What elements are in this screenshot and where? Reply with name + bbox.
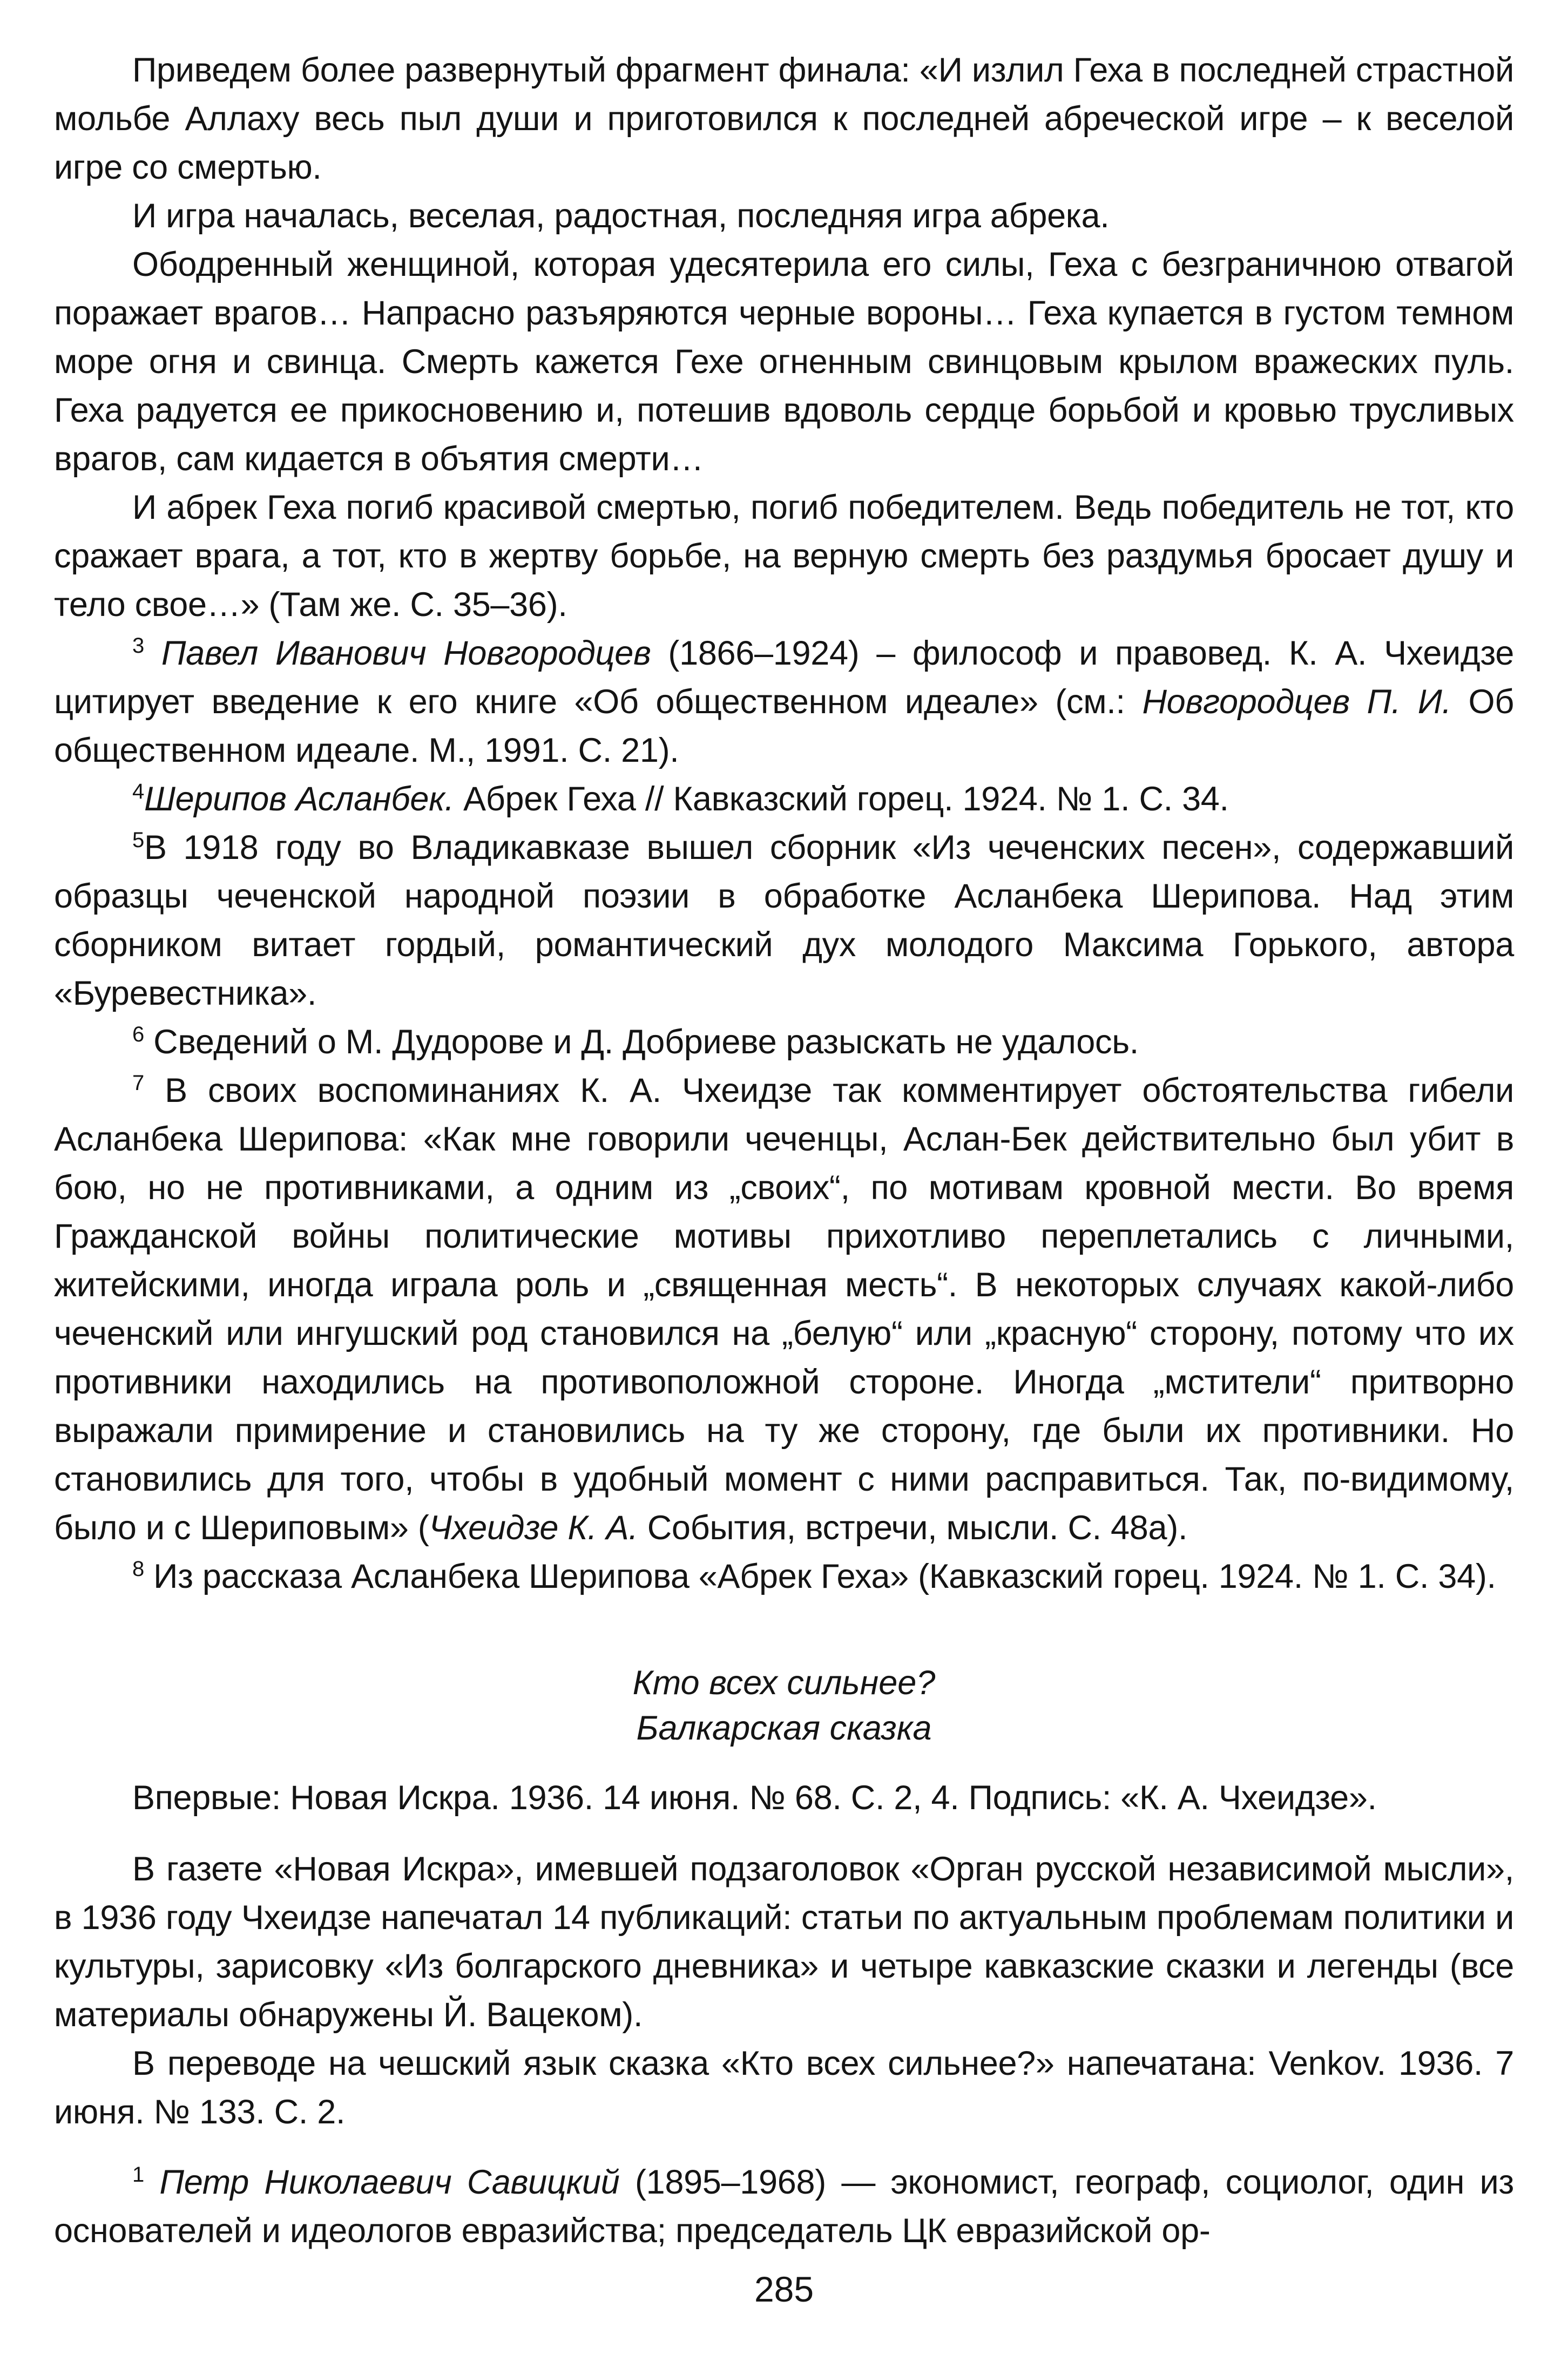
footnote-number: 3: [132, 634, 144, 658]
footnote-author-name: Петр Николаевич Савицкий: [159, 2163, 620, 2201]
footnote-citation-author: Новгородцев П. И.: [1142, 683, 1451, 721]
footnote-1: [54, 2158, 1514, 2255]
paragraph-quote-2: И игра началась, веселая, радостная, последняя игра абрека.: [132, 197, 1110, 235]
footnote-3: [54, 629, 1514, 775]
footnote-number: 1: [132, 2163, 144, 2187]
footnote-text: В 1918 году во Владикавказе вышел сборник «Из чеченских песен», содержавший образцы чеченской народной поэзии в обработке Асланбека Шерипова. Над этим сборником витает гордый, романтический дух молодого Максима Горького, автора «Буревестника».: [54, 829, 1514, 1012]
footnote-author-name: Павел Иванович Новгородцев: [161, 634, 651, 672]
footnote-text: События, встречи, мысли. С. 48а).: [638, 1509, 1188, 1547]
footnote-text: Сведений о М. Дудорове и Д. Добриеве разыскать не удалось.: [144, 1023, 1139, 1061]
paragraph-quote-3: Ободренный женщиной, которая удесятерила его силы, Геха с безграничною отвагой поражает врагов… Напрасно разъяряются черные вороны… Геха купается в густом темном море огня и свинца. Смерть кажется Гехе огненным свинцовым крылом вражеских пуль. Геха радуется ее прикосновению и, потешив вдоволь сердце борьбой и кровью трусливых врагов, сам кидается в объятия смерти…: [54, 246, 1514, 478]
footnote-7: [54, 1066, 1514, 1552]
footnote-4: [54, 775, 1514, 823]
section-subtitle: Балкарская сказка: [636, 1709, 932, 1747]
page-body: [54, 46, 1514, 2255]
footnote-author-name: Шерипов Асланбек.: [144, 780, 454, 818]
footnote-6: [54, 1018, 1514, 1066]
paragraph-commentary-2: В переводе на чешский язык сказка «Кто всех сильнее?» напечатана: Venkov. 1936. 7 июня. № 133. С. 2.: [54, 2045, 1514, 2131]
footnote-text: Из рассказа Асланбека Шерипова «Абрек Геха» (Кавказский горец. 1924. № 1. С. 34).: [144, 1558, 1496, 1595]
footnote-number: 7: [132, 1071, 144, 1095]
footnote-text: В своих воспоминаниях К. А. Чхеидзе так комментирует обстоятельства гибели Асланбека Шерипова: «Как мне говорили чеченцы, Аслан-Бек действительно был убит в бою, но не противниками, а одним из „своих“, по мотивам кровной мести. Во время Гражданской войны политические мотивы прихотливо переплетались с личными, житейскими, иногда играла роль и „священная месть“. В некоторых случаях какой-либо чеченский или ингушский род становился на „белую“ или „красную“ сторону, потому что их противники находились на противоположной стороне. Иногда „мстители“ притворно выражали примирение и становились на ту же сторону, где были их противники. Но становились для того, чтобы в удобный момент с ними расправиться. Так, по-видимому, было и с Шериповым» (: [54, 1072, 1514, 1547]
footnote-text: (1866–1924) – философ и правовед. К. А. Чхеидзе цитирует введение к его книге «Об общественном идеале» (см.:: [54, 634, 1514, 721]
paragraph-commentary-1: В газете «Новая Искра», имевшей подзаголовок «Орган русской независимой мысли», в 1936 году Чхеидзе напечатал 14 публикаций: статьи по актуальным проблемам политики и культуры, зарисовку «Из болгарского дневника» и четыре кавказские сказки и легенды (все материалы обнаружены Й. Вацеком).: [54, 1850, 1514, 2034]
footnote-8: [54, 1552, 1514, 1601]
page-number: 285: [754, 2269, 814, 2309]
section-title: Кто всех сильнее?: [632, 1664, 936, 1702]
footnote-text: Абрек Геха // Кавказский горец. 1924. № 1. С. 34.: [454, 780, 1229, 818]
section-heading: [54, 1660, 1514, 1751]
paragraph-quote-4: И абрек Геха погиб красивой смертью, погиб победителем. Ведь победитель не тот, кто сражает врага, а тот, кто в жертву борьбе, на верную смерть без раздумья бросает душу и тело свое…» (Там же. С. 35–36).: [54, 489, 1514, 624]
footnote-text: (1895–1968) — экономист, географ, социолог, один из основателей и идеологов евразийства; председатель ЦК евразийской ор-: [54, 2163, 1514, 2250]
footnote-number: 8: [132, 1557, 144, 1581]
paragraph-quote-1: Приведем более развернутый фрагмент финала: «И излил Геха в последней страстной мольбе Аллаху весь пыл души и приготовился к последней абреческой игре – к веселой игре со смертью.: [54, 51, 1514, 186]
footnote-number: 6: [132, 1023, 144, 1046]
footnote-number: 4: [132, 780, 144, 803]
first-publication-note: Впервые: Новая Искра. 1936. 14 июня. № 68. С. 2, 4. Подпись: «К. А. Чхеидзе».: [132, 1779, 1377, 1817]
footnote-text: Об общественном идеале. М., 1991. С. 21).: [54, 683, 1514, 769]
footnote-citation-author: Чхеидзе К. А.: [429, 1509, 638, 1547]
footnote-number: 5: [132, 828, 144, 852]
footnote-5: [54, 823, 1514, 1018]
